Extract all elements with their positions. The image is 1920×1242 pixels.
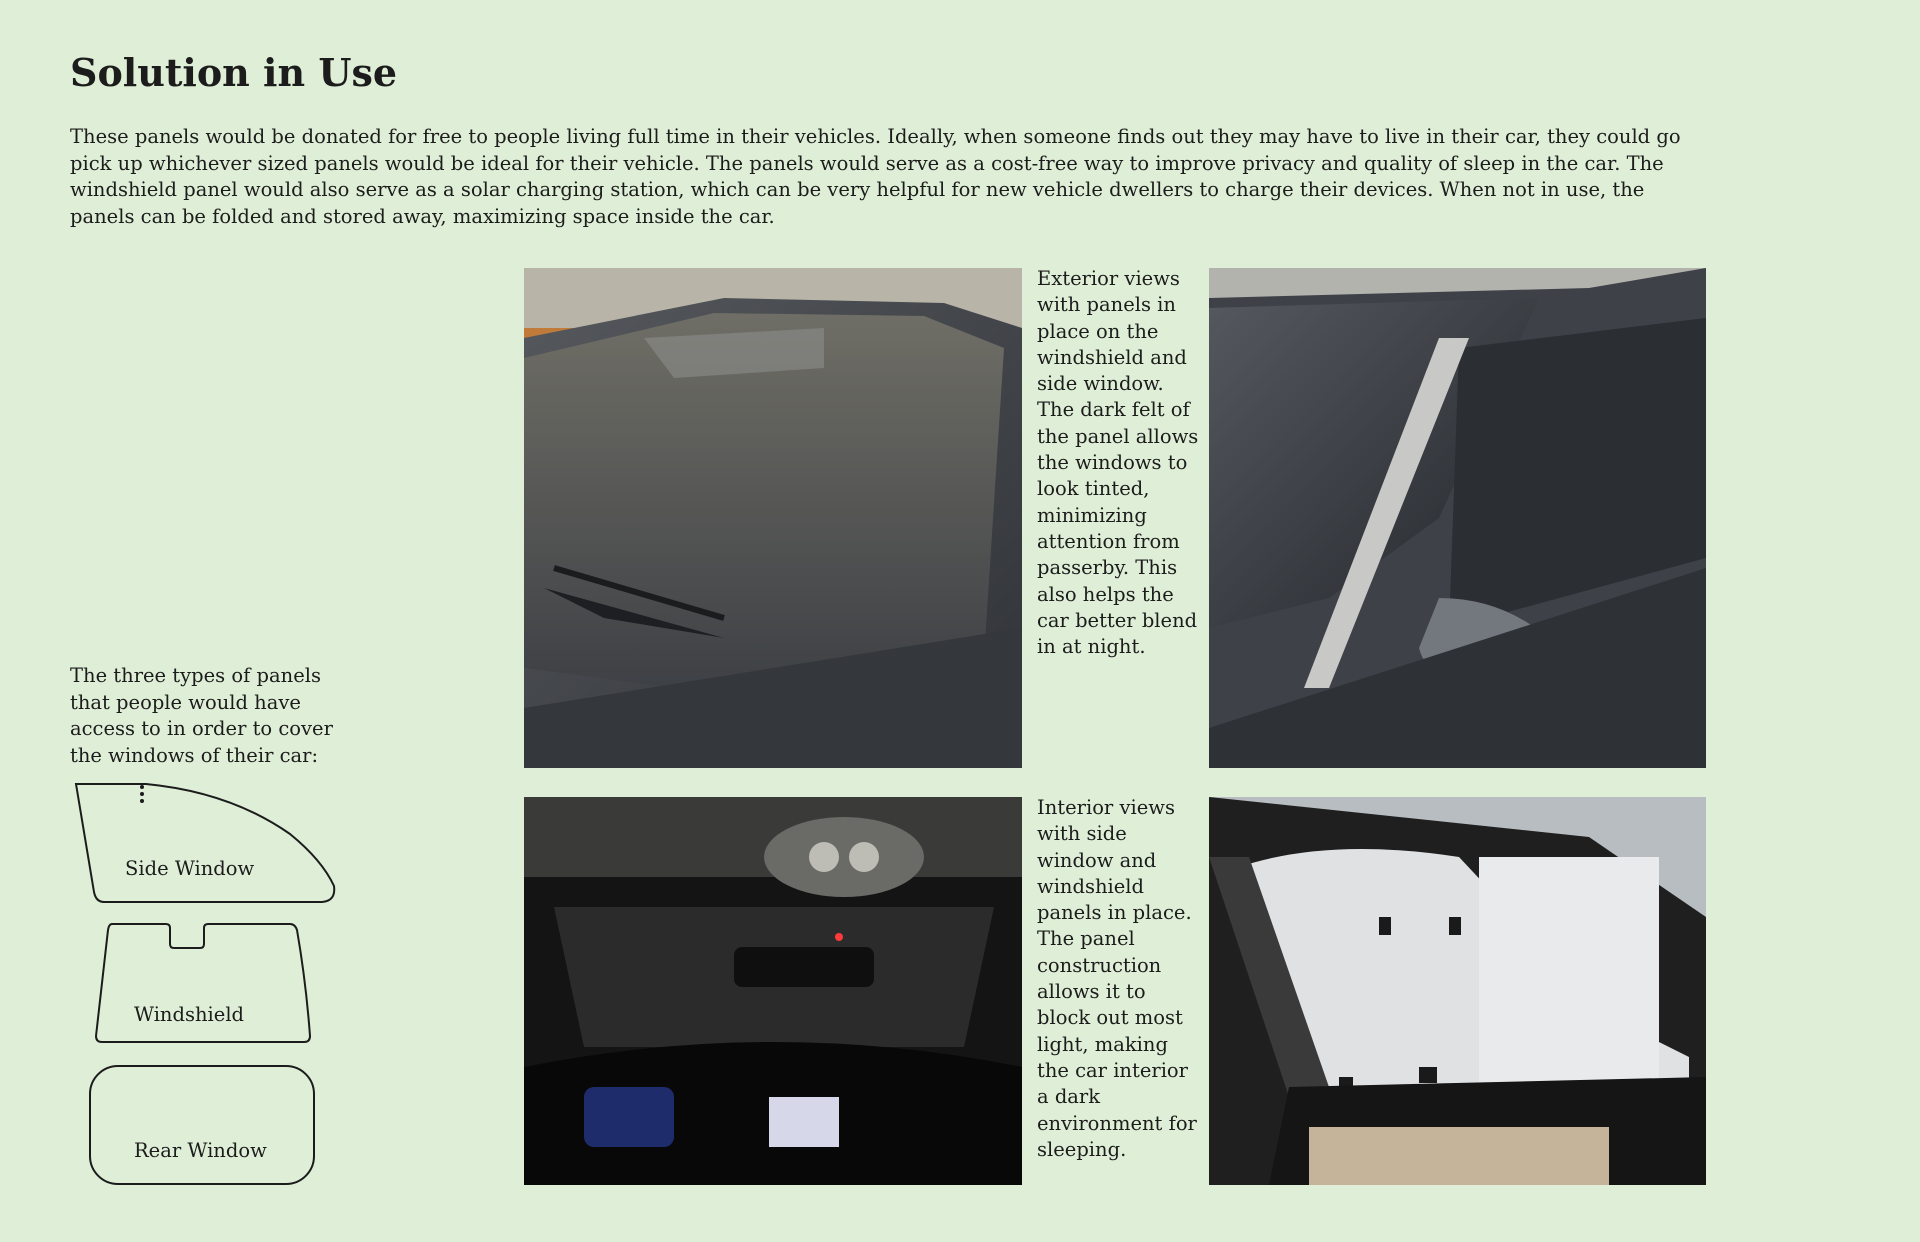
side-window-panel-diagram <box>70 782 336 904</box>
panels-caption: The three types of panels that people would have access to in order to cover the windows of their car: <box>70 664 333 767</box>
exterior-side-window-photo <box>1209 268 1706 768</box>
rear-window-label: Rear Window <box>134 1139 267 1162</box>
side-window-label: Side Window <box>125 857 255 880</box>
interior-caption: Interior views with side window and windshield panels in place. The panel construction allows it to block out most light, making the car interior a dark environment for sleeping. <box>1037 796 1197 1161</box>
interior-windshield-photo <box>524 797 1022 1185</box>
intro-paragraph: These panels would be donated for free to people living full time in their vehicles. Ideally, when someone finds out they may have to live in their car, they could go pick up whichever sized panels would be ideal for their vehicle. The panels would serve as a cost-free way to improve privacy and quality of sleep in the car. The windshield panel would also serve as a solar charging station, which can be very helpful for new vehicle dwellers to charge their devices. When not in use, the panels can be folded and stored away, maximizing space inside the car. <box>70 125 1681 228</box>
exterior-windshield-photo <box>524 268 1022 768</box>
interior-side-window-photo <box>1209 797 1706 1185</box>
page-title: Solution in Use <box>70 50 398 95</box>
rear-window-panel-diagram <box>89 1065 315 1185</box>
windshield-label: Windshield <box>134 1003 245 1026</box>
exterior-caption: Exterior views with panels in place on the windshield and side window. The dark felt of the panel allows the windows to look tinted, minimizing attention from passerby. This also helps the car better blend in at night. <box>1037 267 1199 659</box>
